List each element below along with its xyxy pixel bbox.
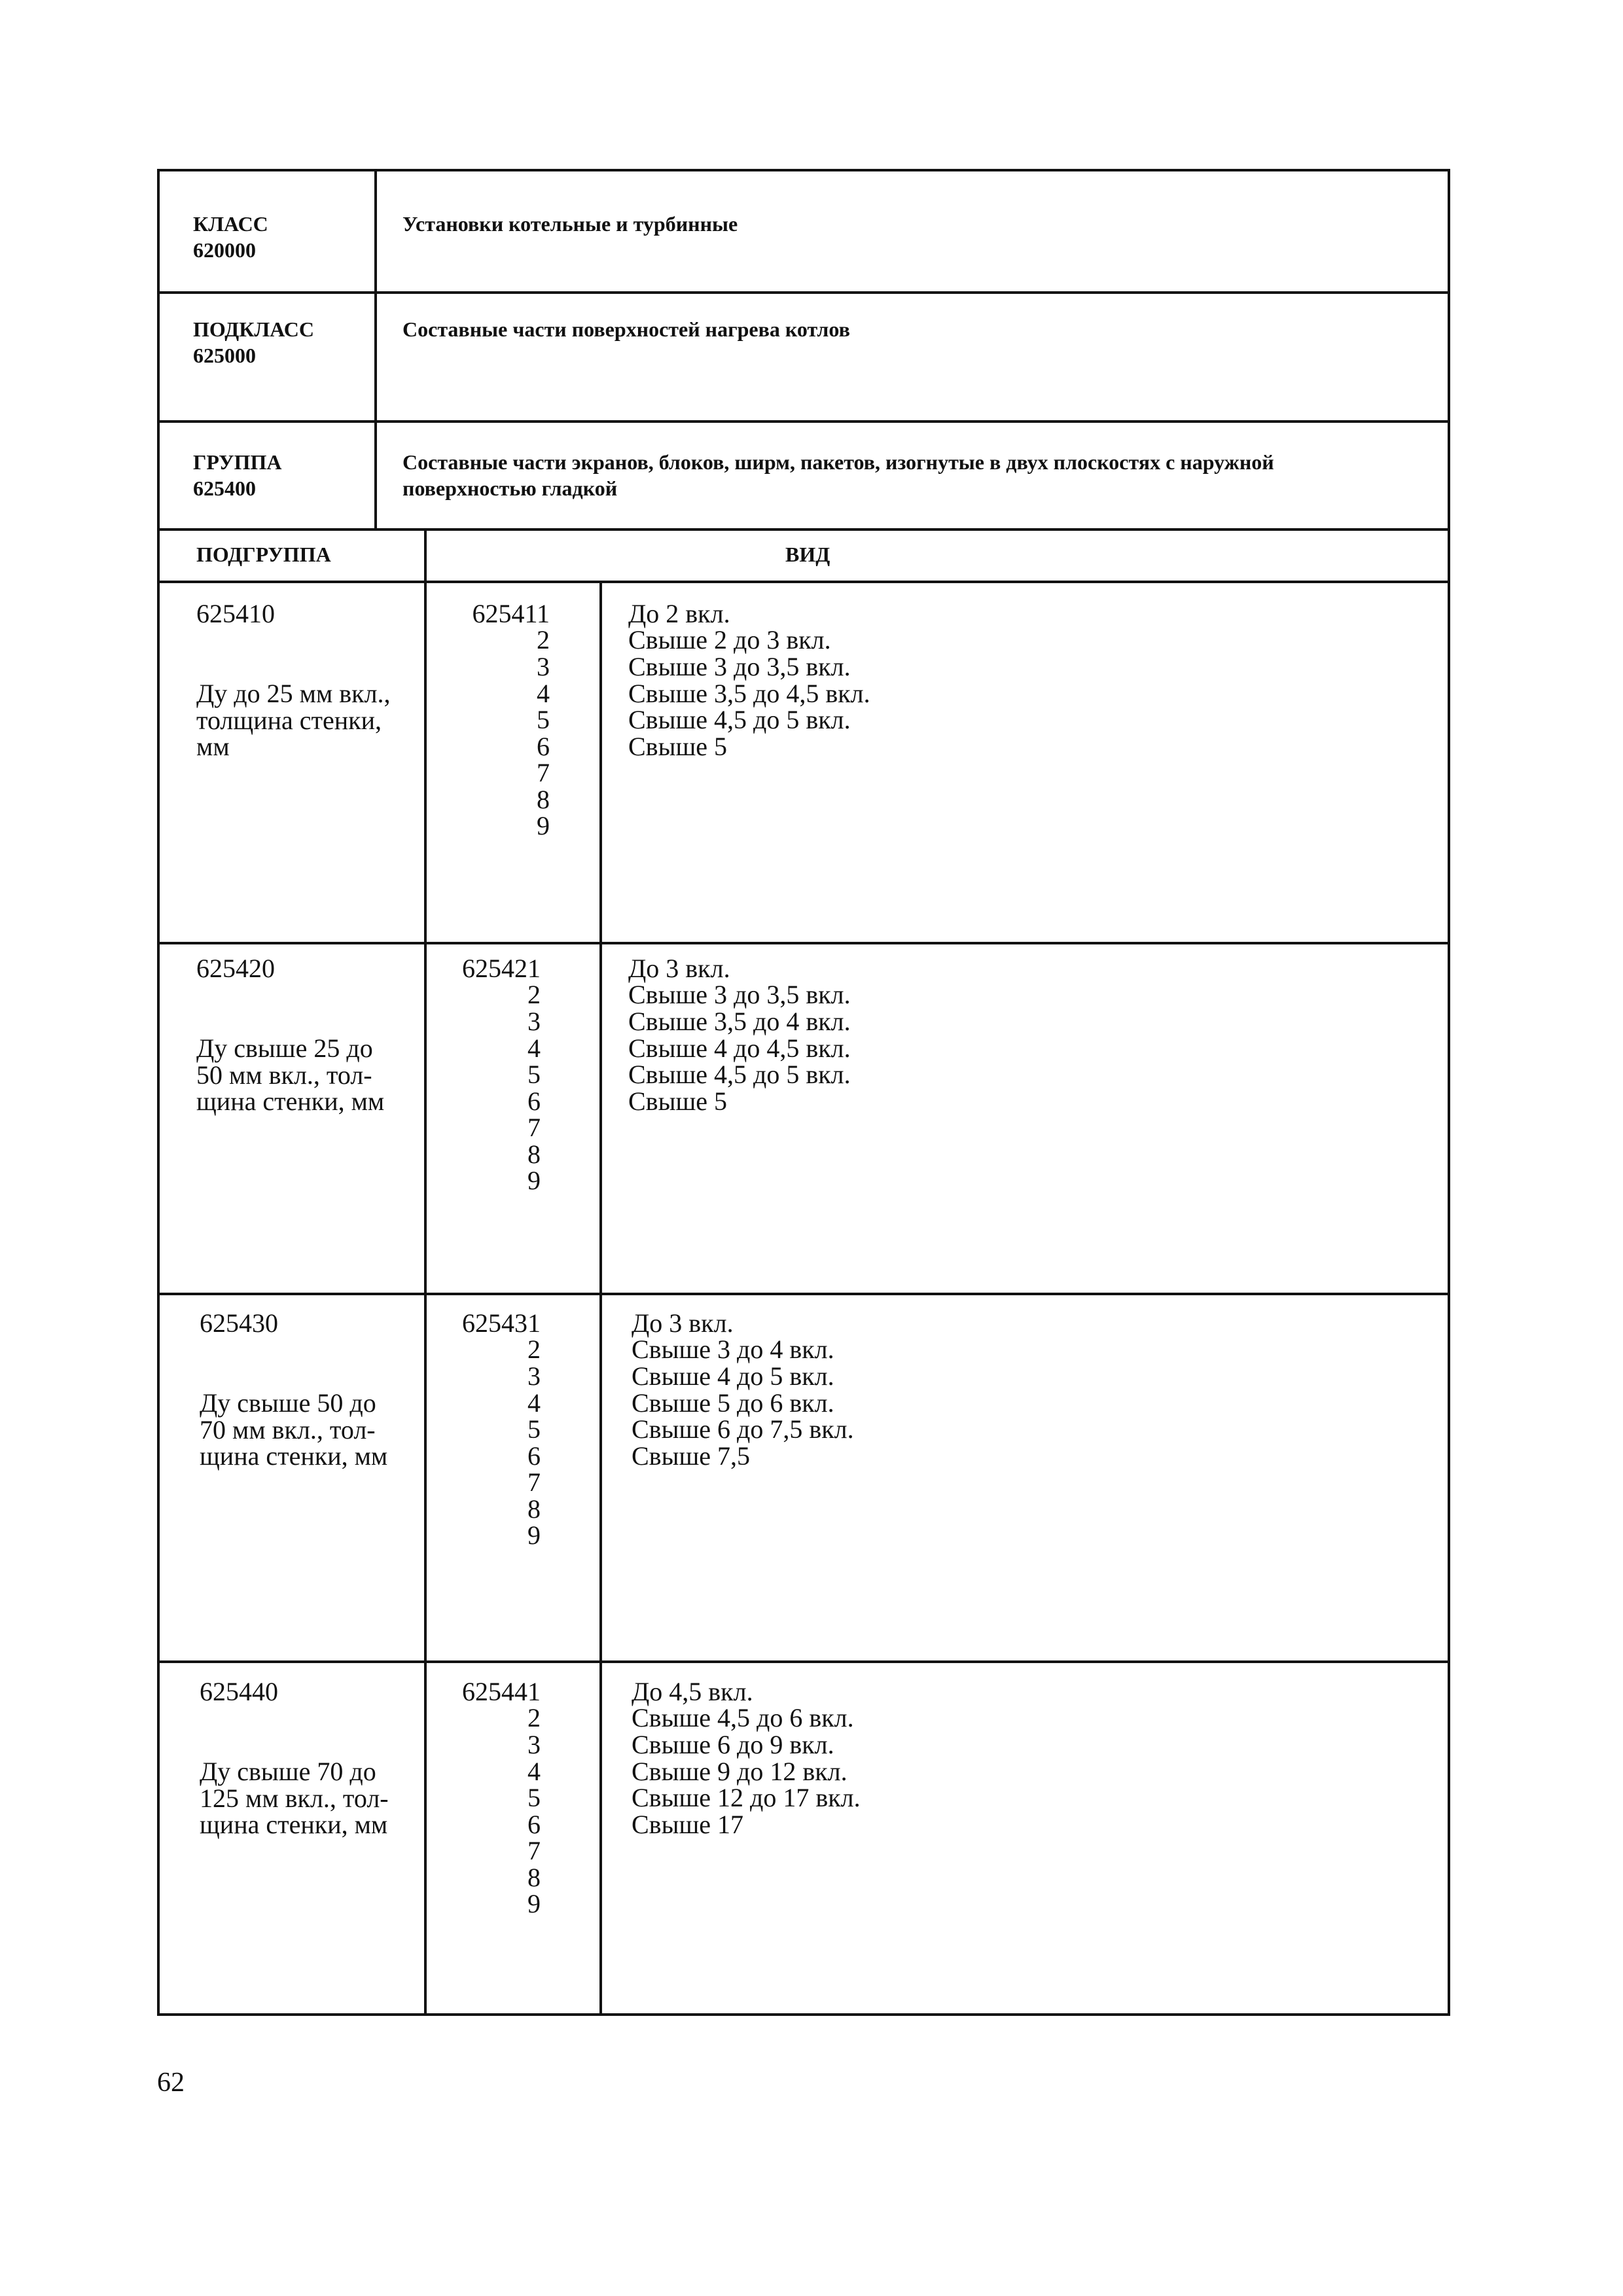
vid-code: 625441 [462,1677,541,1706]
page-number: 62 [157,2068,185,2098]
rule-after-podklass [157,420,1450,423]
vid-code: 7 [527,1113,541,1142]
vid-code: 9 [527,1520,541,1550]
subgroup-desc-line: 125 мм вкл., тол- [200,1784,389,1813]
header-divider [374,169,377,531]
vid-desc: Свыше 4 до 4,5 вкл. [628,1033,851,1063]
subgroup-code: 625430 [200,1308,278,1338]
klass-code: 620000 [193,238,256,262]
gruppa-code: 625400 [193,476,256,500]
vid-code: 2 [527,980,541,1009]
vid-code: 6 [527,1810,541,1839]
vid-desc: Свыше 3 до 4 вкл. [632,1335,834,1364]
subgroup-desc-line: мм [196,732,230,761]
vid-desc: Свыше 12 до 17 вкл. [632,1783,861,1812]
subgroup-code: 625410 [196,599,275,628]
vid-desc: Свыше 6 до 7,5 вкл. [632,1414,854,1444]
rule-row-2 [157,1293,1450,1295]
rule-after-gruppa [157,528,1450,531]
vid-desc: Свыше 9 до 12 вкл. [632,1757,847,1786]
vid-code: 3 [527,1361,541,1391]
gruppa-title-line-2: поверхностью гладкой [402,476,618,500]
vid-desc: Свыше 5 до 6 вкл. [632,1388,834,1418]
subgroup-desc-line: 70 мм вкл., тол- [200,1415,376,1444]
vid-desc: Свыше 3,5 до 4 вкл. [628,1007,851,1036]
subgroup-desc-line: 50 мм вкл., тол- [196,1060,372,1090]
vid-code: 4 [537,679,550,708]
vid-code: 4 [527,1033,541,1063]
vid-code: 5 [527,1783,541,1812]
subgroup-desc-line: щина стенки, мм [200,1810,388,1839]
vid-desc: Свыше 2 до 3 вкл. [628,625,831,655]
col-header-vid: ВИД [785,543,830,566]
vid-code: 9 [527,1166,541,1195]
rule-after-col-header [157,581,1450,583]
vid-desc: Свыше 3 до 3,5 вкл. [628,980,851,1009]
vid-code: 7 [527,1467,541,1497]
vid-code: 6 [527,1086,541,1116]
vid-code: 9 [527,1889,541,1918]
podklass-label: ПОДКЛАСС [193,317,314,341]
vid-desc: Свыше 3 до 3,5 вкл. [628,652,851,681]
gruppa-title-line-1: Составные части экранов, блоков, ширм, пакетов, изогнутые в двух плоскостях с наружной [402,450,1274,474]
subgroup-code: 625440 [200,1677,278,1706]
vid-desc: Свыше 17 [632,1810,743,1839]
podklass-title: Составные части поверхностей нагрева котлов [402,317,850,341]
col-header-subgroup: ПОДГРУППА [196,543,331,566]
vid-desc: До 3 вкл. [632,1308,734,1338]
klass-title: Установки котельные и турбинные [402,212,738,236]
rule-after-klass [157,291,1450,294]
vid-desc: Свыше 4,5 до 6 вкл. [632,1703,854,1732]
border-left [157,169,160,2016]
rule-row-1 [157,942,1450,944]
vid-desc: Свыше 4 до 5 вкл. [632,1361,834,1391]
subgroup-desc-line: щина стенки, мм [196,1086,385,1116]
vid-code: 3 [527,1007,541,1036]
vid-code: 3 [527,1730,541,1759]
vid-code: 625431 [462,1308,541,1338]
vid-desc: До 3 вкл. [628,954,730,983]
vid-code: 6 [537,732,550,761]
col-divider-2 [599,581,602,2016]
vid-code: 2 [527,1335,541,1364]
vid-desc: Свыше 3,5 до 4,5 вкл. [628,679,870,708]
vid-code: 9 [537,811,550,840]
vid-code: 2 [527,1703,541,1732]
klass-label: КЛАСС [193,212,268,236]
vid-code: 4 [527,1757,541,1786]
vid-desc: Свыше 6 до 9 вкл. [632,1730,834,1759]
subgroup-desc-line: Ду свыше 70 до [200,1757,376,1786]
subgroup-code: 625420 [196,954,275,983]
vid-code: 625421 [462,954,541,983]
vid-desc: Свыше 4,5 до 5 вкл. [628,1060,851,1089]
subgroup-desc-line: Ду свыше 50 до [200,1388,376,1418]
rule-row-3 [157,1660,1450,1663]
vid-code: 3 [537,652,550,681]
vid-code: 5 [527,1414,541,1444]
vid-desc: До 2 вкл. [628,599,730,628]
vid-code: 5 [537,705,550,734]
vid-code: 8 [527,1863,541,1892]
vid-code: 8 [537,785,550,814]
subgroup-desc-line: толщина стенки, [196,706,382,735]
vid-code: 4 [527,1388,541,1418]
border-top [157,169,1450,171]
vid-code: 6 [527,1441,541,1471]
vid-code: 8 [527,1494,541,1524]
podklass-code: 625000 [193,344,256,367]
vid-code: 5 [527,1060,541,1089]
vid-code: 7 [527,1836,541,1865]
border-bottom [157,2013,1450,2016]
gruppa-label: ГРУППА [193,450,282,474]
vid-code: 2 [537,625,550,655]
vid-desc: Свыше 4,5 до 5 вкл. [628,705,851,734]
vid-code: 8 [527,1139,541,1169]
vid-desc: Свыше 5 [628,1086,727,1116]
vid-desc: До 4,5 вкл. [632,1677,753,1706]
subgroup-desc-line: Ду до 25 мм вкл., [196,679,391,708]
subgroup-desc-line: Ду свыше 25 до [196,1033,373,1063]
vid-desc: Свыше 5 [628,732,727,761]
vid-code: 7 [537,758,550,787]
vid-code: 625411 [472,599,550,628]
border-right [1448,169,1450,2016]
vid-desc: Свыше 7,5 [632,1441,750,1471]
subgroup-desc-line: щина стенки, мм [200,1441,388,1471]
